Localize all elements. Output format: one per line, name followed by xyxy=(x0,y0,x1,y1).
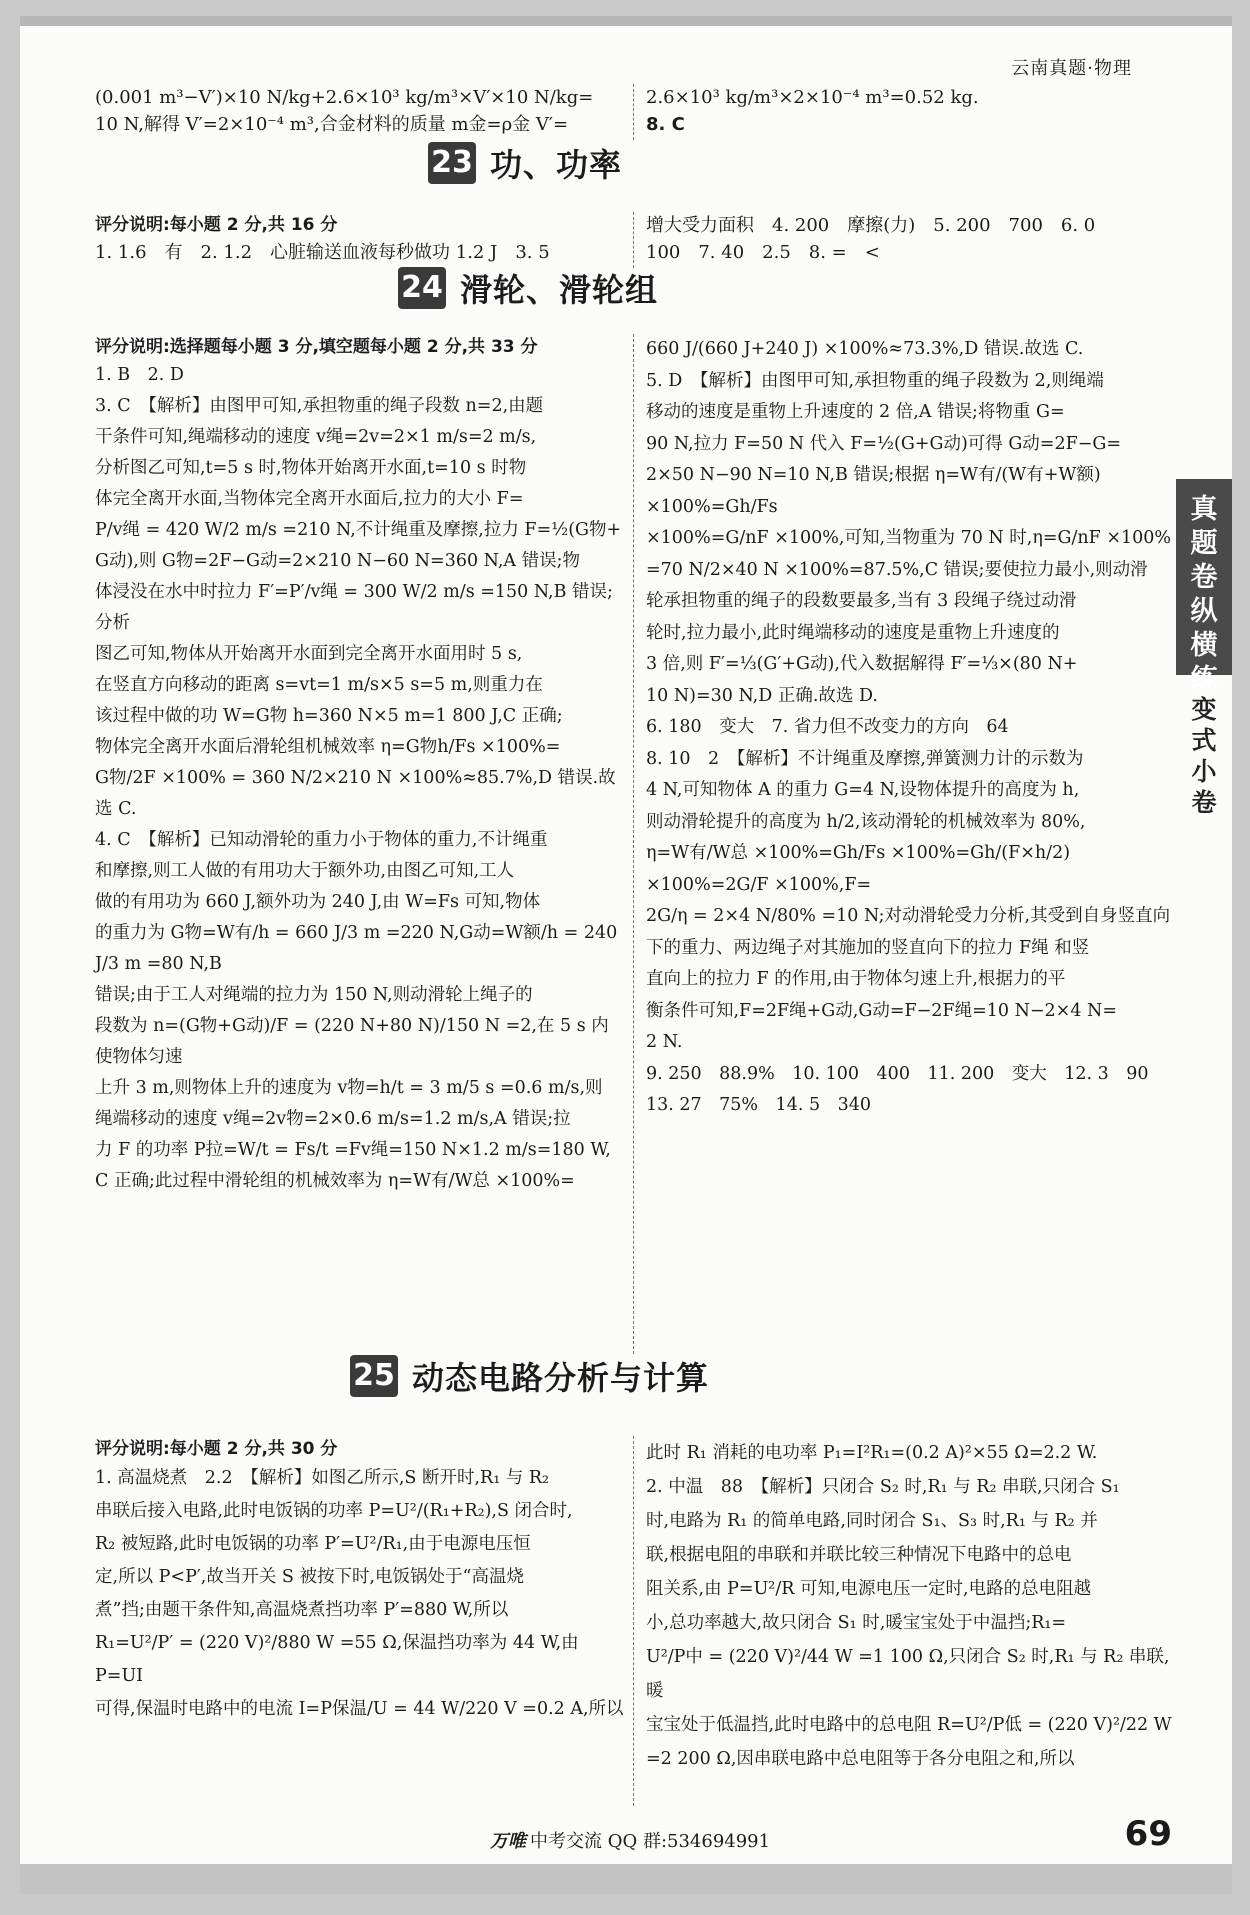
text-line: 图乙可知,物体从开始离开水面到完全离开水面用时 5 s, xyxy=(95,644,523,664)
text-line: 物体完全离开水面后滑轮组机械效率 η=G物h/Fs ×100%= xyxy=(95,737,561,757)
text-line: 2G/η = 2×4 N/80% =10 N;对动滑轮受力分析,其受到自身竖直向 xyxy=(646,906,1171,926)
text-line: 2×50 N−90 N=10 N,B 错误;根据 η=W有/(W有+W额) ×100%=Gh/Fs xyxy=(646,465,1101,517)
text-line: 联,根据电阻的串联和并联比较三种情况下电路中的总电 xyxy=(646,1545,1072,1565)
text-line: 小,总功率越大,故只闭合 S₁ 时,暖宝宝处于中温挡;R₁= xyxy=(646,1613,1067,1633)
text-line: 宝宝处于低温挡,此时电路中的总电阻 R=U²/P低 = (220 V)²/22 W xyxy=(646,1715,1172,1735)
section-25-right xyxy=(646,1436,1181,1776)
side-tab-main-label: 真题卷纵横练 xyxy=(1190,494,1218,695)
document-page xyxy=(20,16,1232,1894)
text-line: C 正确;此过程中滑轮组的机械效率为 η=W有/W总 ×100%= xyxy=(95,1171,575,1191)
top-right-column xyxy=(646,84,1186,138)
text-line: 移动的速度是重物上升速度的 2 倍,A 错误;将物重 G= xyxy=(646,402,1065,422)
text-line: P/v绳 = 420 W/2 m/s =210 N,不计绳重及摩擦,拉力 F=½(G物+ xyxy=(95,520,622,540)
text-line: 串联后接入电路,此时电饭锅的功率 P=U²/(R₁+R₂),S 闭合时, xyxy=(95,1501,573,1521)
column-divider xyxy=(633,212,634,268)
text-line: R₂ 被短路,此时电饭锅的功率 P′=U²/R₁,由于电源电压恒 xyxy=(95,1534,531,1554)
text-line: R₁=U²/P′ = (220 V)²/880 W =55 Ω,保温挡功率为 44 W,由 P=UI xyxy=(95,1633,579,1686)
text-line: 定,所以 P<P′,故当开关 S 被按下时,电饭锅处于“高温烧 xyxy=(95,1567,524,1587)
column-divider xyxy=(633,1436,634,1806)
text-line: 阻关系,由 P=U²/R 可知,电源电压一定时,电路的总电阻越 xyxy=(646,1579,1092,1599)
text-line: 3 倍,则 F′=⅓(G′+G动),代入数据解得 F′=⅓×(80 N+ xyxy=(646,654,1078,674)
text-line: G动),则 G物=2F−G动=2×210 N−60 N=360 N,A 错误;物 xyxy=(95,551,581,571)
top-scan-border xyxy=(20,16,1232,26)
text-line: 分析图乙可知,t=5 s 时,物体开始离开水面,t=10 s 时物 xyxy=(95,458,527,478)
side-tab-sub-label: 变式小卷 xyxy=(1191,695,1217,817)
text-line: 体完全离开水面,当物体完全离开水面后,拉力的大小 F= xyxy=(95,489,524,509)
page-footer xyxy=(490,1827,770,1853)
text-line: 3. C 【解析】由图甲可知,承担物重的绳子段数 n=2,由题 xyxy=(95,396,544,416)
section-25-left xyxy=(95,1436,625,1726)
text-line: 1. 1.6 有 2. 1.2 心脏输送血液每秒做功 1.2 J 3. 5 xyxy=(95,242,550,263)
text-line: 2. 中温 88 【解析】只闭合 S₂ 时,R₁ 与 R₂ 串联,只闭合 S₁ xyxy=(646,1477,1120,1497)
column-divider xyxy=(633,84,634,140)
text-line: 该过程中做的功 W=G物 h=360 N×5 m=1 800 J,C 正确; xyxy=(95,706,563,726)
text-line: 100 7. 40 2.5 8. = < xyxy=(646,242,880,263)
section-heading: 功、功率 xyxy=(490,146,623,184)
text-line: 1. 高温烧煮 2.2 【解析】如图乙所示,S 断开时,R₁ 与 R₂ xyxy=(95,1468,550,1488)
text-line: U²/P中 = (220 V)²/44 W =1 100 Ω,只闭合 S₂ 时,R₁ 与 R₂ 串联,暖 xyxy=(646,1647,1170,1701)
section-number-badge: 23 xyxy=(428,142,476,184)
text-line: 8. 10 2 【解析】不计绳重及摩擦,弹簧测力计的示数为 xyxy=(646,748,1084,769)
text-line: 9. 250 88.9% 10. 100 400 11. 200 变大 12. 3 90 xyxy=(646,1063,1149,1084)
page-number: 69 xyxy=(1124,1814,1172,1854)
text-line: 1. B 2. D xyxy=(95,365,184,385)
text-line: 5. D 【解析】由图甲可知,承担物重的绳子段数为 2,则绳端 xyxy=(646,370,1104,391)
text-line: 的重力为 G物=W有/h = 660 J/3 m =220 N,G动=W额/h = 240 J/3 m =80 N,B xyxy=(95,923,618,974)
scoring-note: 评分说明:选择题每小题 3 分,填空题每小题 2 分,共 33 分 xyxy=(95,337,538,357)
text-line: 2.6×10³ kg/m³×2×10⁻⁴ m³=0.52 kg. xyxy=(646,87,979,108)
section-24-right xyxy=(646,334,1181,1122)
side-tab-sub xyxy=(1176,694,1232,817)
section-24-title xyxy=(398,265,658,311)
text-line: 4 N,可知物体 A 的重力 G=4 N,设物体提升的高度为 h, xyxy=(646,780,1080,800)
footer-brand: 万唯 xyxy=(490,1831,526,1852)
footer-text: 中考交流 QQ 群:534694991 xyxy=(530,1831,771,1852)
text-line: 下的重力、两边绳子对其施加的竖直向下的拉力 F绳 和竖 xyxy=(646,937,1090,958)
text-line: 和摩擦,则工人做的有用功大于额外功,由图乙可知,工人 xyxy=(95,861,515,881)
text-line: 时,电路为 R₁ 的简单电路,同时闭合 S₁、S₃ 时,R₁ 与 R₂ 并 xyxy=(646,1511,1098,1531)
text-line: 2 N. xyxy=(646,1032,683,1052)
text-line: 煮”挡;由题干条件知,高温烧煮挡功率 P′=880 W,所以 xyxy=(95,1600,509,1620)
text-line: 绳端移动的速度 v绳=2v物=2×0.6 m/s=1.2 m/s,A 错误;拉 xyxy=(95,1109,571,1129)
section-25-title xyxy=(350,1353,709,1399)
section-heading: 动态电路分析与计算 xyxy=(412,1359,710,1397)
running-header: 云南真题·物理 xyxy=(1011,58,1132,79)
text-line: 干条件可知,绳端移动的速度 v绳=2v=2×1 m/s=2 m/s, xyxy=(95,427,537,447)
text-line: 力 F 的功率 P拉=W/t = Fs/t =Fv绳=150 N×1.2 m/s=180 W, xyxy=(95,1140,611,1160)
section-23-left xyxy=(95,212,625,266)
text-line: 13. 27 75% 14. 5 340 xyxy=(646,1095,871,1115)
text-line: 90 N,拉力 F=50 N 代入 F=½(G+G动)可得 G动=2F−G= xyxy=(646,433,1122,454)
text-line: η=W有/W总 ×100%=Gh/Fs ×100%=Gh/(F×h/2) ×100%=2G/F ×100%,F= xyxy=(646,843,1071,895)
text-line: 可得,保温时电路中的电流 I=P保温/U = 44 W/220 V =0.2 A,所以 xyxy=(95,1699,624,1719)
section-23-right xyxy=(646,212,1186,266)
bottom-scan-border xyxy=(20,1864,1232,1894)
top-left-column xyxy=(95,84,625,138)
text-line: 10 N)=30 N,D 正确.故选 D. xyxy=(646,685,878,706)
scoring-note: 评分说明:每小题 2 分,共 30 分 xyxy=(95,1439,338,1459)
text-line: 衡条件可知,F=2F绳+G动,G动=F−2F绳=10 N−2×4 N= xyxy=(646,1000,1118,1021)
section-number-badge: 24 xyxy=(398,267,446,309)
text-line: 则动滑轮提升的高度为 h/2,该动滑轮的机械效率为 80%, xyxy=(646,811,1086,832)
text-line: 在竖直方向移动的距离 s=vt=1 m/s×5 s=5 m,则重力在 xyxy=(95,675,543,695)
text-line: 段数为 n=(G物+G动)/F = (220 N+80 N)/150 N =2,在 5 s 内使物体匀速 xyxy=(95,1016,609,1067)
text-line: 660 J/(660 J+240 J) ×100%≈73.3%,D 错误.故选 C. xyxy=(646,339,1084,359)
section-heading: 滑轮、滑轮组 xyxy=(460,271,659,309)
text-line: 10 N,解得 V′=2×10⁻⁴ m³,合金材料的质量 m金=ρ金 V′= xyxy=(95,114,569,135)
text-line: 4. C 【解析】已知动滑轮的重力小于物体的重力,不计绳重 xyxy=(95,830,548,850)
side-tab-main xyxy=(1176,479,1232,695)
section-number-badge: 25 xyxy=(350,1355,398,1397)
text-line: 此时 R₁ 消耗的电功率 P₁=I²R₁=(0.2 A)²×55 Ω=2.2 W. xyxy=(646,1443,1098,1463)
text-line: 体浸没在水中时拉力 F′=P′/v绳 = 300 W/2 m/s =150 N,B 错误;分析 xyxy=(95,582,613,633)
text-line: =70 N/2×40 N ×100%=87.5%,C 错误;要使拉力最小,则动滑 xyxy=(646,559,1148,580)
text-line: 增大受力面积 4. 200 摩擦(力) 5. 200 700 6. 0 xyxy=(646,215,1096,236)
text-line: G物/2F ×100% = 360 N/2×210 N ×100%≈85.7%,D 错误.故选 C. xyxy=(95,768,616,819)
text-line: 直向上的拉力 F 的作用,由于物体匀速上升,根据力的平 xyxy=(646,969,1066,989)
text-line: 错误;由于工人对绳端的拉力为 150 N,则动滑轮上绳子的 xyxy=(95,985,533,1005)
text-line: ×100%=G/nF ×100%,可知,当物重为 70 N 时,η=G/nF ×100% xyxy=(646,528,1172,548)
scoring-note: 评分说明:每小题 2 分,共 16 分 xyxy=(95,215,338,235)
text-line: 轮时,拉力最小,此时绳端移动的速度是重物上升速度的 xyxy=(646,622,1060,643)
text-line: 上升 3 m,则物体上升的速度为 v物=h/t = 3 m/5 s =0.6 m/s,则 xyxy=(95,1078,603,1098)
text-line: 6. 180 变大 7. 省力但不改变力的方向 64 xyxy=(646,717,1009,737)
section-23-title xyxy=(428,140,622,186)
text-line: (0.001 m³−V′)×10 N/kg+2.6×10³ kg/m³×V′×10 N/kg= xyxy=(95,87,594,108)
section-24-left xyxy=(95,334,625,1197)
column-divider xyxy=(633,334,634,1354)
text-line: 做的有用功为 660 J,额外功为 240 J,由 W=Fs 可知,物体 xyxy=(95,892,541,912)
text-line: 轮承担物重的绳子的段数要最多,当有 3 段绳子绕过动滑 xyxy=(646,591,1077,611)
text-line: =2 200 Ω,因串联电路中总电阻等于各分电阻之和,所以 xyxy=(646,1749,1075,1769)
text-line: 8. C xyxy=(646,114,685,135)
